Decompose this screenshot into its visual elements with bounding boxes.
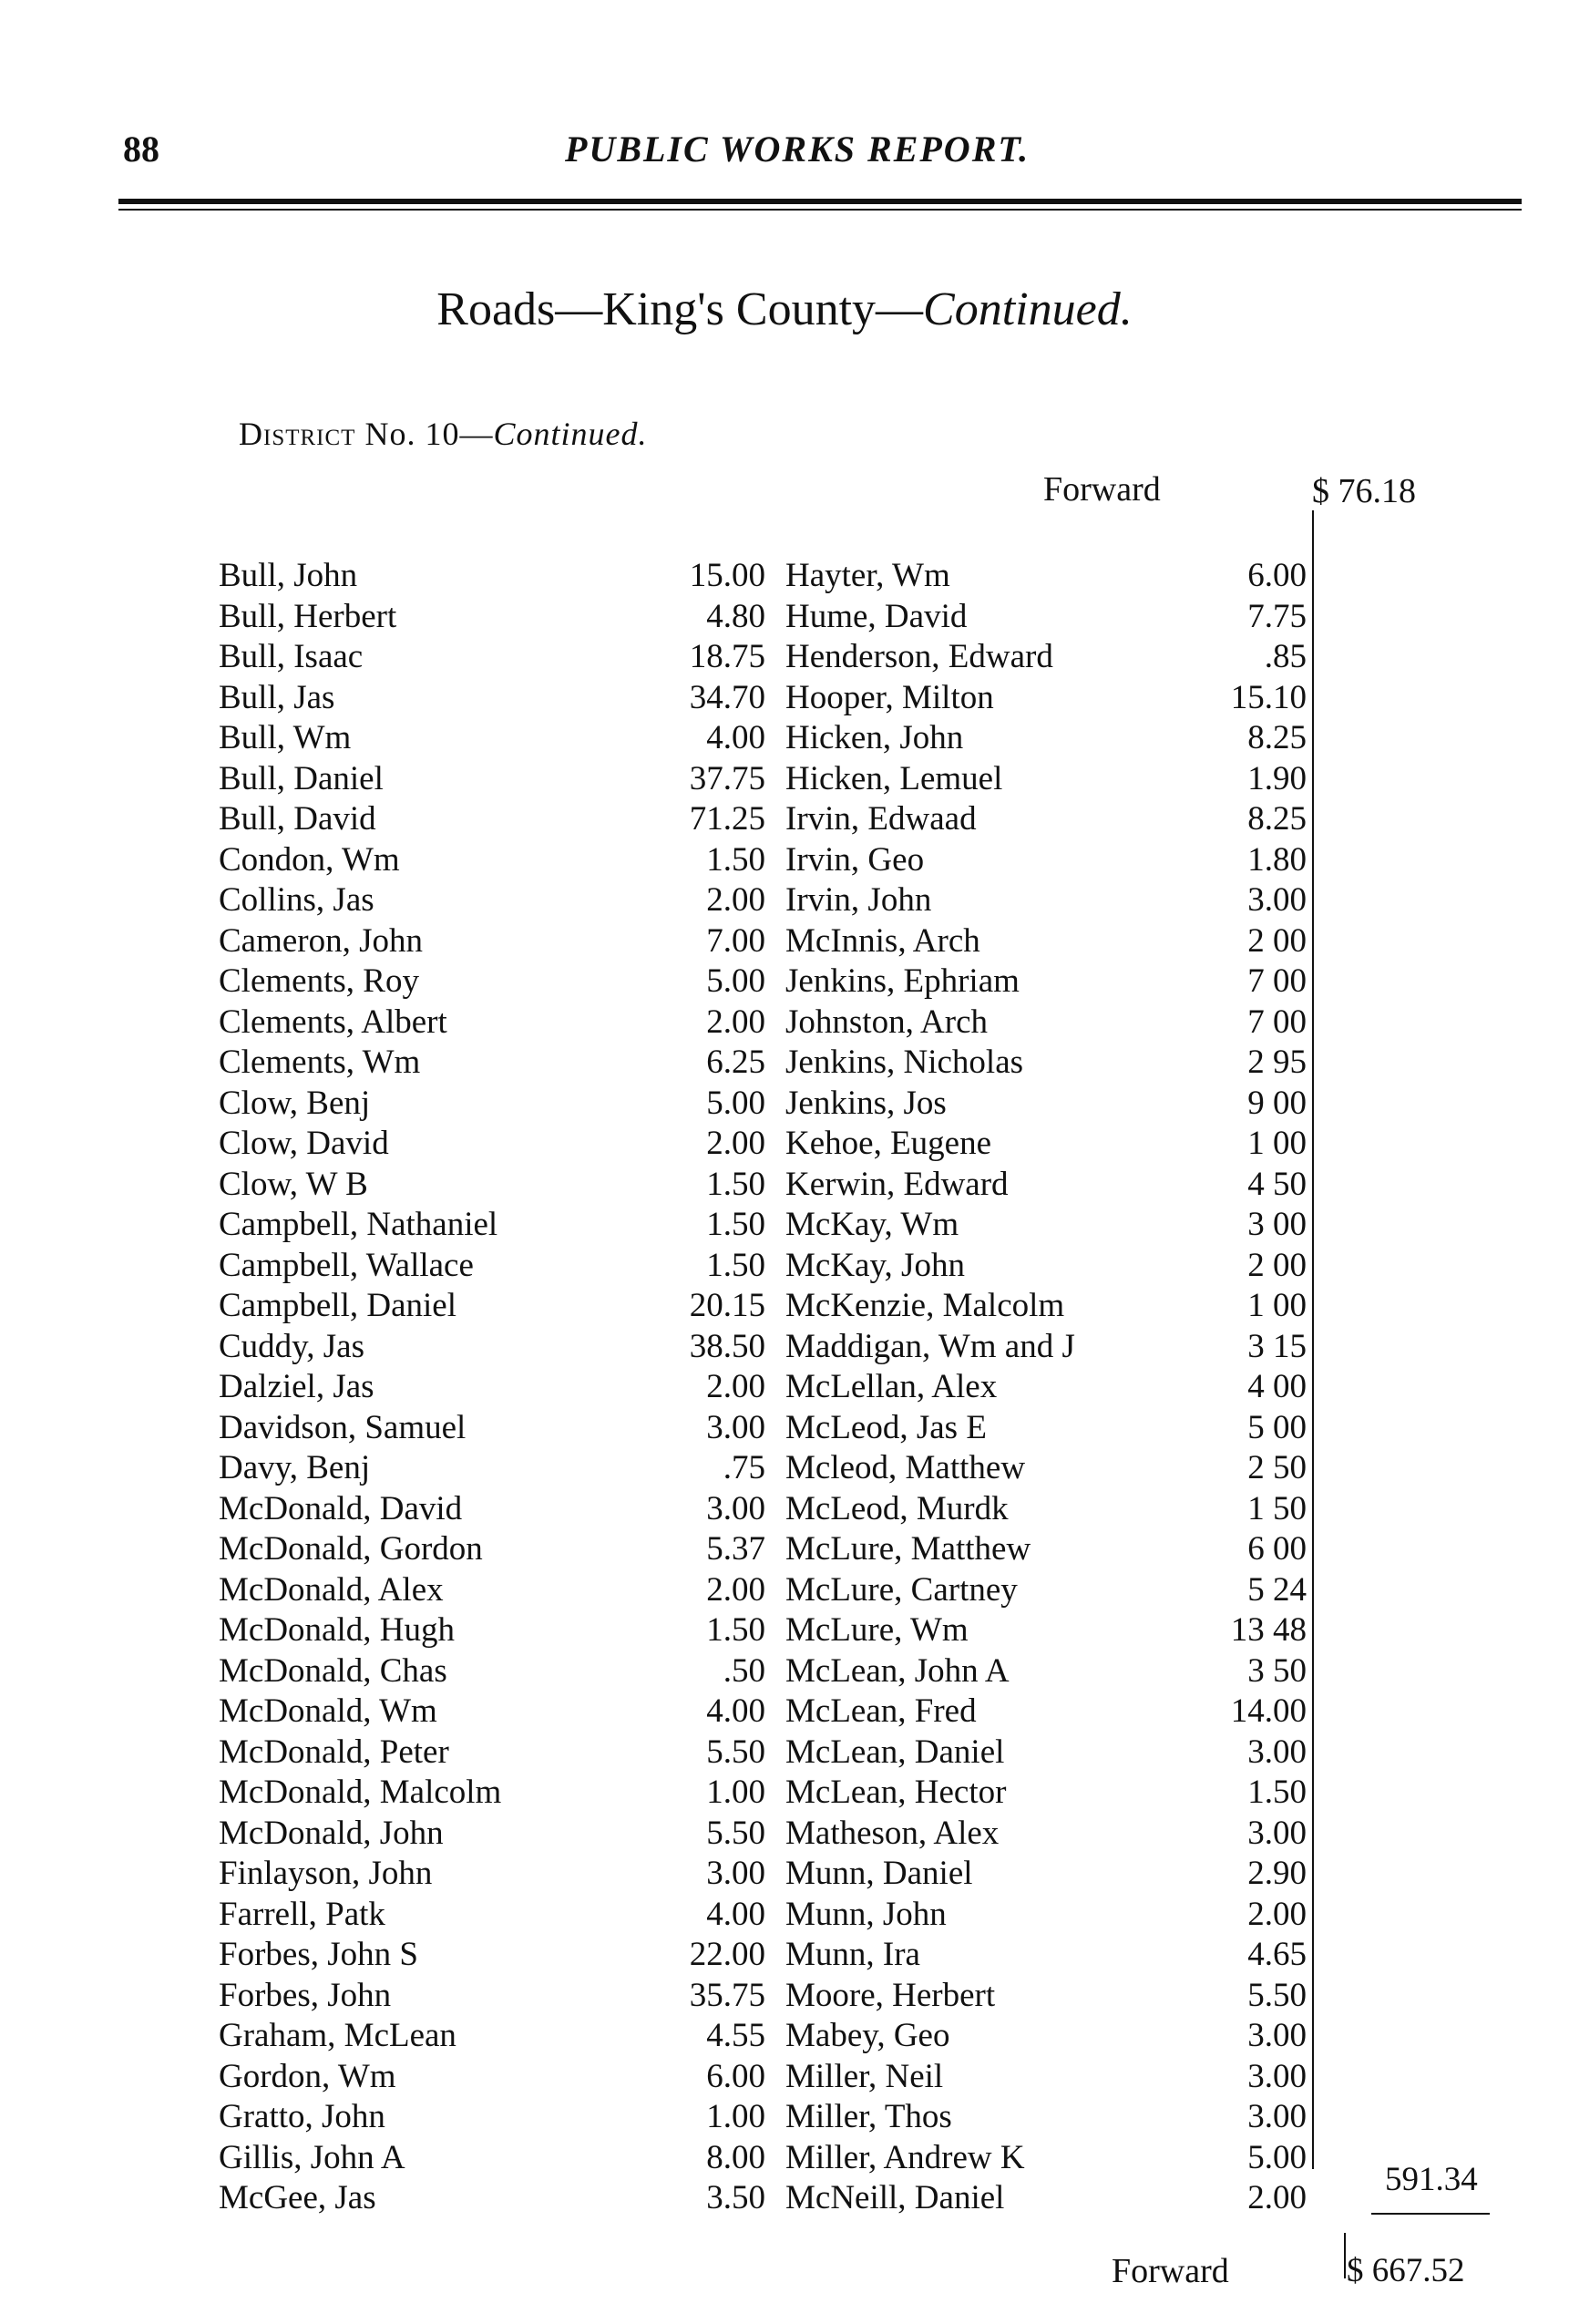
payment-amount: 5.50 xyxy=(1247,1976,1307,2014)
list-item xyxy=(785,1854,1332,1895)
payment-amount: 6.25 xyxy=(706,1044,765,1081)
payee-name: Bull, Herbert xyxy=(219,597,397,635)
payee-name: McLeod, Jas E xyxy=(785,1408,987,1446)
list-item xyxy=(785,1733,1332,1774)
list-item xyxy=(785,2178,1332,2219)
payment-amount: 2.00 xyxy=(1247,2179,1307,2216)
payee-name: McLure, Cartney xyxy=(785,1570,1018,1609)
list-item xyxy=(219,1610,784,1651)
list-item xyxy=(219,1205,784,1246)
payee-name: Davy, Benj xyxy=(219,1449,371,1486)
payment-amount: 14.00 xyxy=(1230,1692,1307,1730)
payment-amount: 2 00 xyxy=(1247,921,1307,960)
payment-amount: 3.00 xyxy=(1247,2017,1307,2054)
payment-amount: 1.90 xyxy=(1247,759,1307,797)
payment-amount: 18.75 xyxy=(689,638,765,675)
payment-amount: 2 00 xyxy=(1247,1246,1307,1284)
payment-amount: 2.90 xyxy=(1247,1855,1307,1892)
list-item xyxy=(785,799,1332,840)
payment-amount: 2.00 xyxy=(1247,1895,1307,1933)
payment-amount: 1 00 xyxy=(1247,1287,1307,1324)
list-item xyxy=(219,597,784,638)
payee-name: McDonald, Gordon xyxy=(219,1530,483,1568)
payee-name: McDonald, Peter xyxy=(219,1733,449,1771)
payment-amount: 8.25 xyxy=(1247,800,1307,838)
list-item xyxy=(785,1246,1332,1287)
list-item xyxy=(219,921,784,962)
section-title xyxy=(0,283,1569,336)
payment-amount: 1.50 xyxy=(706,1165,765,1203)
payee-name: McInnis, Arch xyxy=(785,921,980,960)
payment-amount: 7 00 xyxy=(1247,962,1307,1000)
payment-amount: 2.00 xyxy=(706,1125,765,1162)
payee-name: Graham, McLean xyxy=(219,2017,456,2054)
list-item xyxy=(219,1124,784,1165)
payment-amount: 13 48 xyxy=(1230,1611,1307,1649)
payee-name: Clements, Wm xyxy=(219,1044,421,1081)
payment-amount: 4 50 xyxy=(1247,1165,1307,1203)
list-item xyxy=(219,1246,784,1287)
section-title-continued: Continued. xyxy=(923,283,1133,335)
payee-name: Bull, Jas xyxy=(219,678,335,716)
payment-amount: 5.37 xyxy=(706,1530,765,1568)
district-continued: Continued. xyxy=(493,416,648,452)
payment-amount: 7.75 xyxy=(1247,597,1307,635)
payee-name: Clow, Benj xyxy=(219,1084,371,1122)
payment-amount: 4.65 xyxy=(1247,1936,1307,1973)
payment-amount: 1.50 xyxy=(706,1206,765,1243)
payment-amount: .85 xyxy=(1264,638,1307,675)
payee-name: Miller, Andrew K xyxy=(785,2138,1025,2176)
payee-name: Gillis, John A xyxy=(219,2138,405,2176)
list-item xyxy=(785,1367,1332,1408)
list-item xyxy=(219,1165,784,1206)
payment-amount: 3.00 xyxy=(1247,2057,1307,2095)
list-item xyxy=(219,2138,784,2179)
header-rule-thick xyxy=(118,199,1522,204)
payee-name: Mcleod, Matthew xyxy=(785,1449,1026,1486)
list-item xyxy=(219,678,784,719)
payment-amount: 7 00 xyxy=(1247,1003,1307,1041)
payee-name: McLure, Wm xyxy=(785,1611,969,1649)
list-item xyxy=(219,1976,784,2017)
payee-name: McLeod, Murdk xyxy=(785,1489,1009,1527)
payee-name: Campbell, Daniel xyxy=(219,1287,456,1324)
list-item xyxy=(785,1124,1332,1165)
list-item xyxy=(785,597,1332,638)
payment-amount: 1.50 xyxy=(706,1246,765,1284)
payment-amount: 1.50 xyxy=(706,1611,765,1649)
list-item xyxy=(785,1489,1332,1530)
payment-amount: 3.00 xyxy=(706,1408,765,1446)
payment-amount: 2.00 xyxy=(706,1003,765,1041)
payment-amount: 71.25 xyxy=(689,800,765,838)
list-item xyxy=(785,1651,1332,1692)
payee-name: McLean, Fred xyxy=(785,1692,977,1730)
list-item xyxy=(785,961,1332,1003)
list-item xyxy=(785,2016,1332,2057)
list-item xyxy=(219,1367,784,1408)
payee-name: McNeill, Daniel xyxy=(785,2179,1005,2216)
payee-name: Irvin, John xyxy=(785,881,932,919)
payee-name: Gratto, John xyxy=(219,2098,385,2135)
payee-name: Kehoe, Eugene xyxy=(785,1125,992,1162)
list-item xyxy=(785,1043,1332,1084)
payee-name: Hayter, Wm xyxy=(785,557,950,594)
list-item xyxy=(785,759,1332,800)
payee-name: Irvin, Edwaad xyxy=(785,800,977,838)
list-item xyxy=(785,1814,1332,1855)
payment-amount: 1.50 xyxy=(706,840,765,879)
list-item xyxy=(219,840,784,881)
payment-amount: .50 xyxy=(723,1651,765,1690)
payee-name: Bull, David xyxy=(219,800,376,838)
payee-name: Finlayson, John xyxy=(219,1855,433,1892)
list-item xyxy=(219,1692,784,1733)
payee-name: McLean, John A xyxy=(785,1651,1010,1690)
payment-amount: 3.00 xyxy=(1247,2098,1307,2135)
header-rule-thin xyxy=(118,209,1522,211)
payment-amount: 1 50 xyxy=(1247,1489,1307,1527)
payment-amount: 1 00 xyxy=(1247,1125,1307,1162)
payee-name: Jenkins, Ephriam xyxy=(785,962,1020,1000)
payee-name: McLellan, Alex xyxy=(785,1368,998,1405)
payee-name: Mabey, Geo xyxy=(785,2017,950,2054)
payee-name: McKenzie, Malcolm xyxy=(785,1287,1065,1324)
list-item xyxy=(219,799,784,840)
payment-amount: 22.00 xyxy=(689,1936,765,1973)
list-item xyxy=(785,1773,1332,1814)
payee-name: Forbes, John xyxy=(219,1976,392,2014)
payee-name: Farrell, Patk xyxy=(219,1895,385,1933)
list-item xyxy=(219,1448,784,1489)
list-item xyxy=(785,637,1332,678)
payee-name: Munn, Ira xyxy=(785,1936,920,1973)
payment-amount: 20.15 xyxy=(689,1287,765,1324)
left-column-list xyxy=(219,556,784,2219)
list-item xyxy=(219,1327,784,1368)
list-item xyxy=(219,880,784,921)
list-item xyxy=(785,1165,1332,1206)
payment-amount: 1.00 xyxy=(706,2098,765,2135)
list-item xyxy=(785,1408,1332,1449)
list-item xyxy=(219,556,784,597)
payment-amount: 34.70 xyxy=(689,678,765,716)
payee-name: Moore, Herbert xyxy=(785,1976,996,2014)
payment-amount: 15.10 xyxy=(1230,678,1307,716)
list-item xyxy=(219,2016,784,2057)
payee-name: Bull, Wm xyxy=(219,719,352,756)
page-number: 88 xyxy=(123,129,159,170)
payee-name: Hume, David xyxy=(785,597,968,635)
payment-amount: 2.00 xyxy=(706,1368,765,1405)
list-item xyxy=(219,1733,784,1774)
payment-amount: 4 00 xyxy=(1247,1368,1307,1405)
list-item xyxy=(785,1205,1332,1246)
payment-amount: 5 24 xyxy=(1247,1570,1307,1609)
list-item xyxy=(785,1448,1332,1489)
payee-name: Kerwin, Edward xyxy=(785,1165,1009,1203)
payment-amount: 3.00 xyxy=(706,1855,765,1892)
payment-amount: 37.75 xyxy=(689,759,765,797)
payee-name: Hooper, Milton xyxy=(785,678,994,716)
payment-amount: 1.00 xyxy=(706,1774,765,1811)
forward-amount-top: $ 76.18 xyxy=(1312,472,1416,510)
payee-name: McDonald, Hugh xyxy=(219,1611,455,1649)
payee-name: McDonald, David xyxy=(219,1489,463,1527)
payment-amount: 2.00 xyxy=(706,1570,765,1609)
list-item xyxy=(785,1976,1332,2017)
payment-amount: 3.00 xyxy=(1247,1814,1307,1852)
list-item xyxy=(219,2097,784,2138)
payment-amount: 4.00 xyxy=(706,719,765,756)
payee-name: Bull, Isaac xyxy=(219,638,364,675)
payment-amount: 7.00 xyxy=(706,921,765,960)
list-item xyxy=(785,880,1332,921)
payee-name: Clow, David xyxy=(219,1125,389,1162)
district-heading xyxy=(239,415,647,453)
payee-name: Henderson, Edward xyxy=(785,638,1053,675)
payment-amount: 1.80 xyxy=(1247,840,1307,879)
list-item xyxy=(219,1935,784,1976)
payee-name: Forbes, John S xyxy=(219,1936,418,1973)
payment-amount: .75 xyxy=(723,1449,765,1486)
payee-name: McDonald, John xyxy=(219,1814,444,1852)
payment-amount: 5.50 xyxy=(706,1814,765,1852)
list-item xyxy=(785,840,1332,881)
payee-name: McDonald, Alex xyxy=(219,1570,444,1609)
payee-name: McDonald, Malcolm xyxy=(219,1774,502,1811)
payee-name: Cuddy, Jas xyxy=(219,1327,364,1365)
payment-amount: 4.00 xyxy=(706,1692,765,1730)
list-item xyxy=(785,678,1332,719)
payee-name: Hicken, John xyxy=(785,719,964,756)
list-item xyxy=(785,1286,1332,1327)
list-item xyxy=(219,2178,784,2219)
list-item xyxy=(219,1286,784,1327)
list-item xyxy=(219,637,784,678)
payee-name: Dalziel, Jas xyxy=(219,1368,374,1405)
payee-name: Munn, Daniel xyxy=(785,1855,973,1892)
list-item xyxy=(785,1935,1332,1976)
list-item xyxy=(785,718,1332,759)
forward-amount-bottom: $ 667.52 xyxy=(1347,2252,1465,2289)
column-subtotal: 591.34 xyxy=(1385,2161,1478,2198)
subtotal-rule xyxy=(1371,2213,1490,2215)
list-item xyxy=(219,759,784,800)
payment-amount: 6 00 xyxy=(1247,1530,1307,1568)
list-item xyxy=(785,1084,1332,1125)
payee-name: Campbell, Wallace xyxy=(219,1246,474,1284)
list-item xyxy=(219,1570,784,1611)
payment-amount: 35.75 xyxy=(689,1976,765,2014)
list-item xyxy=(785,1692,1332,1733)
payee-name: Davidson, Samuel xyxy=(219,1408,467,1446)
payment-amount: 3.00 xyxy=(706,1489,765,1527)
list-item xyxy=(219,1814,784,1855)
list-item xyxy=(219,1854,784,1895)
payment-amount: 15.00 xyxy=(689,557,765,594)
list-item xyxy=(219,718,784,759)
payment-amount: 8.25 xyxy=(1247,719,1307,756)
payment-amount: 5.50 xyxy=(706,1733,765,1771)
section-title-main: Roads—King's County— xyxy=(436,283,924,335)
list-item xyxy=(785,1529,1332,1570)
running-title: PUBLIC WORKS REPORT. xyxy=(565,129,1031,170)
payee-name: Bull, Daniel xyxy=(219,759,384,797)
list-item xyxy=(785,921,1332,962)
list-item xyxy=(219,1408,784,1449)
payee-name: Gordon, Wm xyxy=(219,2057,396,2095)
payment-amount: 4.55 xyxy=(706,2017,765,2054)
payment-amount: 2 95 xyxy=(1247,1044,1307,1081)
list-item xyxy=(219,1651,784,1692)
list-item xyxy=(785,2097,1332,2138)
payment-amount: 3.50 xyxy=(706,2179,765,2216)
list-item xyxy=(785,1895,1332,1936)
payment-amount: 1.50 xyxy=(1247,1774,1307,1811)
payment-amount: 9 00 xyxy=(1247,1084,1307,1122)
payee-name: McLean, Hector xyxy=(785,1774,1007,1811)
payee-name: Irvin, Geo xyxy=(785,840,925,879)
list-item xyxy=(785,1570,1332,1611)
payee-name: McKay, John xyxy=(785,1246,965,1284)
payee-name: McLure, Matthew xyxy=(785,1530,1031,1568)
payee-name: Jenkins, Nicholas xyxy=(785,1044,1024,1081)
list-item xyxy=(219,1895,784,1936)
list-item xyxy=(219,1773,784,1814)
list-item xyxy=(219,1003,784,1044)
forward-bottom-rule xyxy=(1344,2233,1346,2278)
list-item xyxy=(219,1043,784,1084)
payment-amount: 5 00 xyxy=(1247,1408,1307,1446)
payment-amount: 2.00 xyxy=(706,881,765,919)
payee-name: Hicken, Lemuel xyxy=(785,759,1003,797)
payee-name: McLean, Daniel xyxy=(785,1733,1005,1771)
payment-amount: 4.80 xyxy=(706,597,765,635)
list-item xyxy=(785,1327,1332,1368)
list-item xyxy=(219,1529,784,1570)
list-item xyxy=(785,1610,1332,1651)
payee-name: Miller, Neil xyxy=(785,2057,944,2095)
list-item xyxy=(219,1489,784,1530)
payee-name: Clow, W B xyxy=(219,1165,368,1203)
payment-amount: 6.00 xyxy=(706,2057,765,2095)
payment-amount: 3 00 xyxy=(1247,1206,1307,1243)
payment-amount: 38.50 xyxy=(689,1327,765,1365)
payee-name: Campbell, Nathaniel xyxy=(219,1206,498,1243)
payment-amount: 4.00 xyxy=(706,1895,765,1933)
district-label: District xyxy=(239,416,356,452)
payment-amount: 5.00 xyxy=(1247,2138,1307,2176)
list-item xyxy=(219,1084,784,1125)
right-column-list xyxy=(785,556,1332,2219)
payee-name: McGee, Jas xyxy=(219,2179,376,2216)
payment-amount: 3.00 xyxy=(1247,1733,1307,1771)
payee-name: McDonald, Chas xyxy=(219,1651,447,1690)
payee-name: McDonald, Wm xyxy=(219,1692,437,1730)
payment-amount: 3 50 xyxy=(1247,1651,1307,1690)
payee-name: Cameron, John xyxy=(219,921,424,960)
payment-amount: 3.00 xyxy=(1247,881,1307,919)
payment-amount: 8.00 xyxy=(706,2138,765,2176)
payment-amount: 3 15 xyxy=(1247,1327,1307,1365)
payee-name: Bull, John xyxy=(219,557,358,594)
payment-amount: 2 50 xyxy=(1247,1449,1307,1486)
forward-label-top: Forward xyxy=(1043,470,1161,509)
payment-amount: 6.00 xyxy=(1247,557,1307,594)
forward-label-bottom: Forward xyxy=(1112,2252,1229,2290)
payment-amount: 5.00 xyxy=(706,1084,765,1122)
payee-name: McKay, Wm xyxy=(785,1206,959,1243)
payee-name: Jenkins, Jos xyxy=(785,1084,947,1122)
list-item xyxy=(785,2138,1332,2179)
list-item xyxy=(785,556,1332,597)
district-number: No. 10— xyxy=(364,416,494,452)
list-item xyxy=(219,2057,784,2098)
payee-name: Clements, Roy xyxy=(219,962,419,1000)
payee-name: Collins, Jas xyxy=(219,881,374,919)
payee-name: Munn, John xyxy=(785,1895,947,1933)
payee-name: Condon, Wm xyxy=(219,840,400,879)
list-item xyxy=(785,2057,1332,2098)
list-item xyxy=(219,961,784,1003)
payee-name: Matheson, Alex xyxy=(785,1814,1000,1852)
payee-name: Johnston, Arch xyxy=(785,1003,988,1041)
payee-name: Clements, Albert xyxy=(219,1003,447,1041)
payee-name: Miller, Thos xyxy=(785,2098,952,2135)
payee-name: Maddigan, Wm and J xyxy=(785,1327,1075,1365)
payment-amount: 5.00 xyxy=(706,962,765,1000)
list-item xyxy=(785,1003,1332,1044)
